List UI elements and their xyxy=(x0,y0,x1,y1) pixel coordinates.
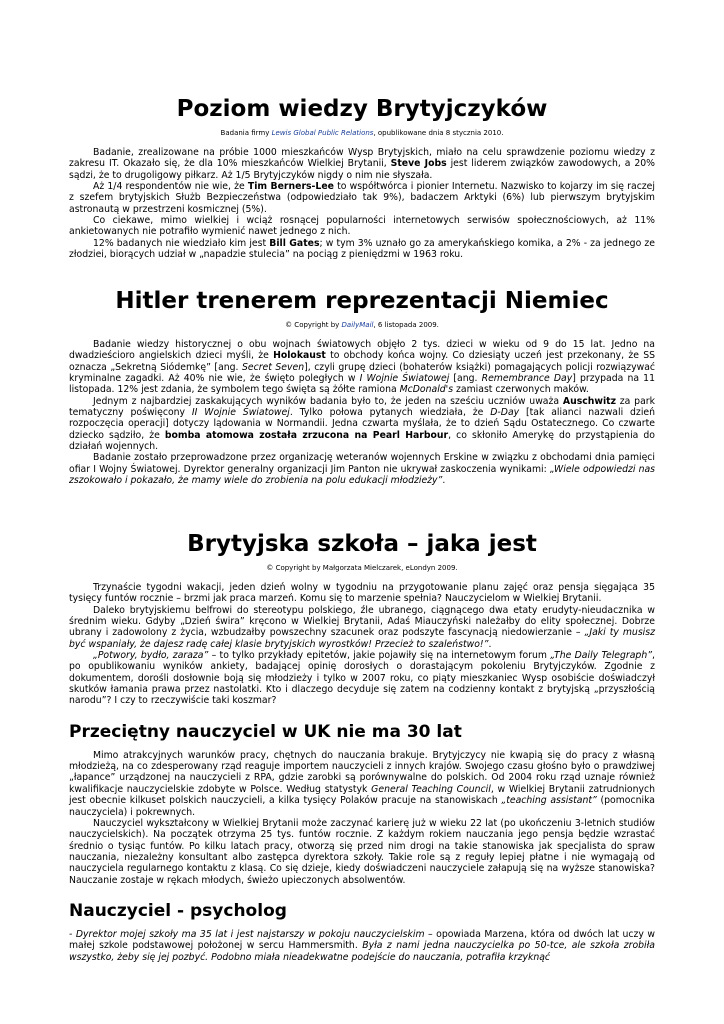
paragraph: Badanie zostało przeprowadzone przez organizację weteranów wojennych Erskine w związku z obchodami dnia pamięci ofiar I Wojny Światowej. Dyrektor generalny organizacji Jim Panton nie ukrywał zaskoczenia wynikami: „Wiele odpowiedzi nas zszokowało i pokazało, że mamy wiele do zrobienia na polu edukacji młodzieży”. xyxy=(69,452,656,487)
section-knowledge xyxy=(69,95,655,260)
paragraph: Nauczyciel wykształcony w Wielkiej Brytanii może zaczynać karierę już w wieku 22 lat (po ukończeniu 3-letnich studiów nauczycielskich). Na początek otrzyma 25 tys. funtów rocznie. Z każdym rokiem nauczania jego pensja będzie wzrastać średnio o tysiąc funtów. Po kilku latach pracy, otworzą się przed nim drogi na takie stanowiska jak specjalista do spraw nauczania, niezależny konsultant albo zastępca dyrektora szkoły. Takie role są z reguły lepiej płatne i nie wymagają od nauczyciela regularnego kontaktu z klasą. Co się dzieje, kiedy doświadczeni nauczyciele załapują się na wyższe stanowiska? Nauczanie zostaje w rękach młodych, świeżo upieczonych absolwentów. xyxy=(69,817,655,886)
section-history xyxy=(69,287,655,486)
source-link[interactable]: DailyMail xyxy=(341,321,374,329)
source-link[interactable]: Lewis Global Public Relations xyxy=(271,129,374,137)
section-title: Poziom wiedzy Brytyjczyków xyxy=(176,96,548,122)
section-body xyxy=(69,339,655,486)
paragraph: Trzynaście tygodni wakacji, jeden dzień wolny w tygodniu na przygotowanie planu zajęć oraz pensja sięgająca 35 tysięcy funtów rocznie – brzmi jak praca marzeń. Komu się to marzenie spełnia? Nauczycielom w Wielkiej Brytanii. xyxy=(69,582,655,605)
subsection-heading: Przeciętny nauczyciel w UK nie ma 30 lat xyxy=(69,721,462,742)
paragraph: Jednym z najbardziej zaskakujących wyników badania było to, że jeden na sześciu uczniów uważa Auschwitz za park tematyczny poświęcony II Wojnie Światowej. Tylko połowa pytanych wiedziała, że D-Day [tak alianci nazwali dzień rozpoczęcia operacji] dotyczy lądowania w Normandii. Jedna czwarta myślała, że to dzień Sądu Ostatecznego. Co czwarte dziecko sądziło, że bomba atomowa została zrzucona na Pearl Harbour, co skłoniło Amerykę do przystąpienia do działań wojennych. xyxy=(69,395,656,453)
paragraph: Mimo atrakcyjnych warunków pracy, chętnych do nauczania brakuje. Brytyjczycy nie kwapią się do pracy z własną młodzieżą, na co zdesperowany rząd reaguje importem nauczycieli z innych krajów. Swojego czasu głośno było o prawdziwej „łapance” urządzonej na nauczycieli z RPA, gdzie zarobki są porównywalne do polskich. Od 2004 roku rząd uznaje również kwalifikacje nauczycielskie zdobyte w Polsce. Według statystyk General Teaching Council, w Wielkiej Brytanii zatrudnionych jest obecnie kilkuset polskich nauczycieli, a kilka tysięcy Polaków pracuje na stanowiskach „teaching assistant” (pomocnika nauczyciela) i pokrewnych. xyxy=(69,749,656,818)
section-body xyxy=(69,147,655,260)
section-school xyxy=(69,530,655,963)
paragraph: - Dyrektor mojej szkoły ma 35 lat i jest najstarszy w pokoju nauczycielskim – opowiada Marzena, która od dwóch lat uczy w małej szkole podstawowej położonej w sercu Hammersmith. Była z nami jedna nauczycielka po 50-tce, ale szkoła zrobiła wszystko, żeby się jej pozbyć. Podobno miała nieadekwatne podejście do nauczania, potrafiła krzyknąć xyxy=(69,928,655,963)
subsection-heading: Nauczyciel - psycholog xyxy=(69,900,287,921)
section-title: Hitler trenerem reprezentacji Niemiec xyxy=(115,288,609,314)
subsection-body xyxy=(69,750,655,886)
paragraph: Badanie wiedzy historycznej o obu wojnach światowych objęło 2 tys. dzieci w wieku od 9 do 15 lat. Jedno na dwadzieścioro angielskich dzieci myśli, że Holokaust to obchody końca wojny. Co dziesiąty uczeń jest przekonany, że SS oznacza „Sekretną Siódemkę” [ang. Secret Seven], czyli grupę dzieci (bohaterów książki) pomagających policji rozwiązywać kryminalne zagadki. Aż 40% nie wie, że święto poległych w I Wojnie Światowej [ang. Remembrance Day] przypada na 11 listopada. 12% jest zdania, że symbolem tego święta są żółte ramiona McDonald's zamiast czerwonych maków. xyxy=(69,339,656,396)
paragraph: „Potwory, bydło, zaraza” – to tylko przykłady epitetów, jakie pojawiły się na internetowym forum „The Daily Telegraph”, po opublikowaniu wyników ankiety, badającej opinię dorosłych o dorastającym pokoleniu Brytyjczyków. Zgodnie z dokumentem, dorośli dosłownie boją się młodzieży i tylko w 2007 roku, co piąty mieszkaniec Wysp osobiście doświadczył skutków łamania prawa przez nastolatki. Kto i dlaczego decyduje się zatem na codzienny kontakt z brytyjską „przyszłością narodu”? I czy to rzeczywiście taki koszmar? xyxy=(69,650,656,707)
paragraph: Badanie, zrealizowane na próbie 1000 mieszkańców Wysp Brytyjskich, miało na celu sprawdzenie poziomu wiedzy z zakresu IT. Okazało się, że dla 10% mieszkańców Wielkiej Brytanii, Steve Jobs jest liderem związków zawodowych, a 20% sądzi, że to drugoligowy piłkarz. Aż 1/5 Brytyjczyków nigdy o nim nie słyszała. xyxy=(69,147,655,181)
paragraph: Co ciekawe, mimo wielkiej i wciąż rosnącej popularności internetowych serwisów społecznościowych, aż 11% ankietowanych nie potrafiło wymienić nawet jednego z nich. xyxy=(69,215,655,238)
paragraph: Aż 1/4 respondentów nie wie, że Tim Berners-Lee to współtwórca i pionier Internetu. Nazwisko to kojarzy im się raczej z szefem brytyjskich Służb Bezpieczeństwa (odpowiedziało tak 9%), badaczem Arktyki (6%) lub pierwszym brytyjskim astronautą w przestrzeni kosmicznej (5%). xyxy=(69,181,655,215)
paragraph: Daleko brytyjskiemu belfrowi do stereotypu polskiego, źle ubranego, ciągnącego dwa etaty erudyty-nieudacznika w średnim wieku. Gdyby „Dzień świra” kręcono w Wielkiej Brytanii, Adaś Miauczyński należałby do elity społecznej. Dobrze ubrany i zadowolony z życia, wzbudzałby powszechny szacunek oraz podszyte fascynacją niedowierzanie – „Jaki ty musisz być wspaniały, że dajesz radę całej klasie brytyjskich wyrostków! Przecież to szaleństwo!”. xyxy=(69,604,655,650)
subsection-body xyxy=(69,929,655,963)
paragraph: 12% badanych nie wiedziało kim jest Bill Gates; w tym 3% uznało go za amerykańskiego komika, a 2% - za jednego ze złodziei, biorących udział w „napadzie stulecia” na pociąg z pieniędzmi w 1963 roku. xyxy=(69,237,655,261)
section-body xyxy=(69,582,655,707)
source-credit: © Copyright by DailyMail, 6 listopada 2009. xyxy=(285,321,439,329)
source-credit: Badania firmy Lewis Global Public Relations, opublikowane dnia 8 stycznia 2010. xyxy=(220,129,504,137)
section-title: Brytyjska szkoła – jaka jest xyxy=(187,531,537,557)
source-credit: © Copyright by Małgorzata Mielczarek, eLondyn 2009. xyxy=(266,564,458,572)
